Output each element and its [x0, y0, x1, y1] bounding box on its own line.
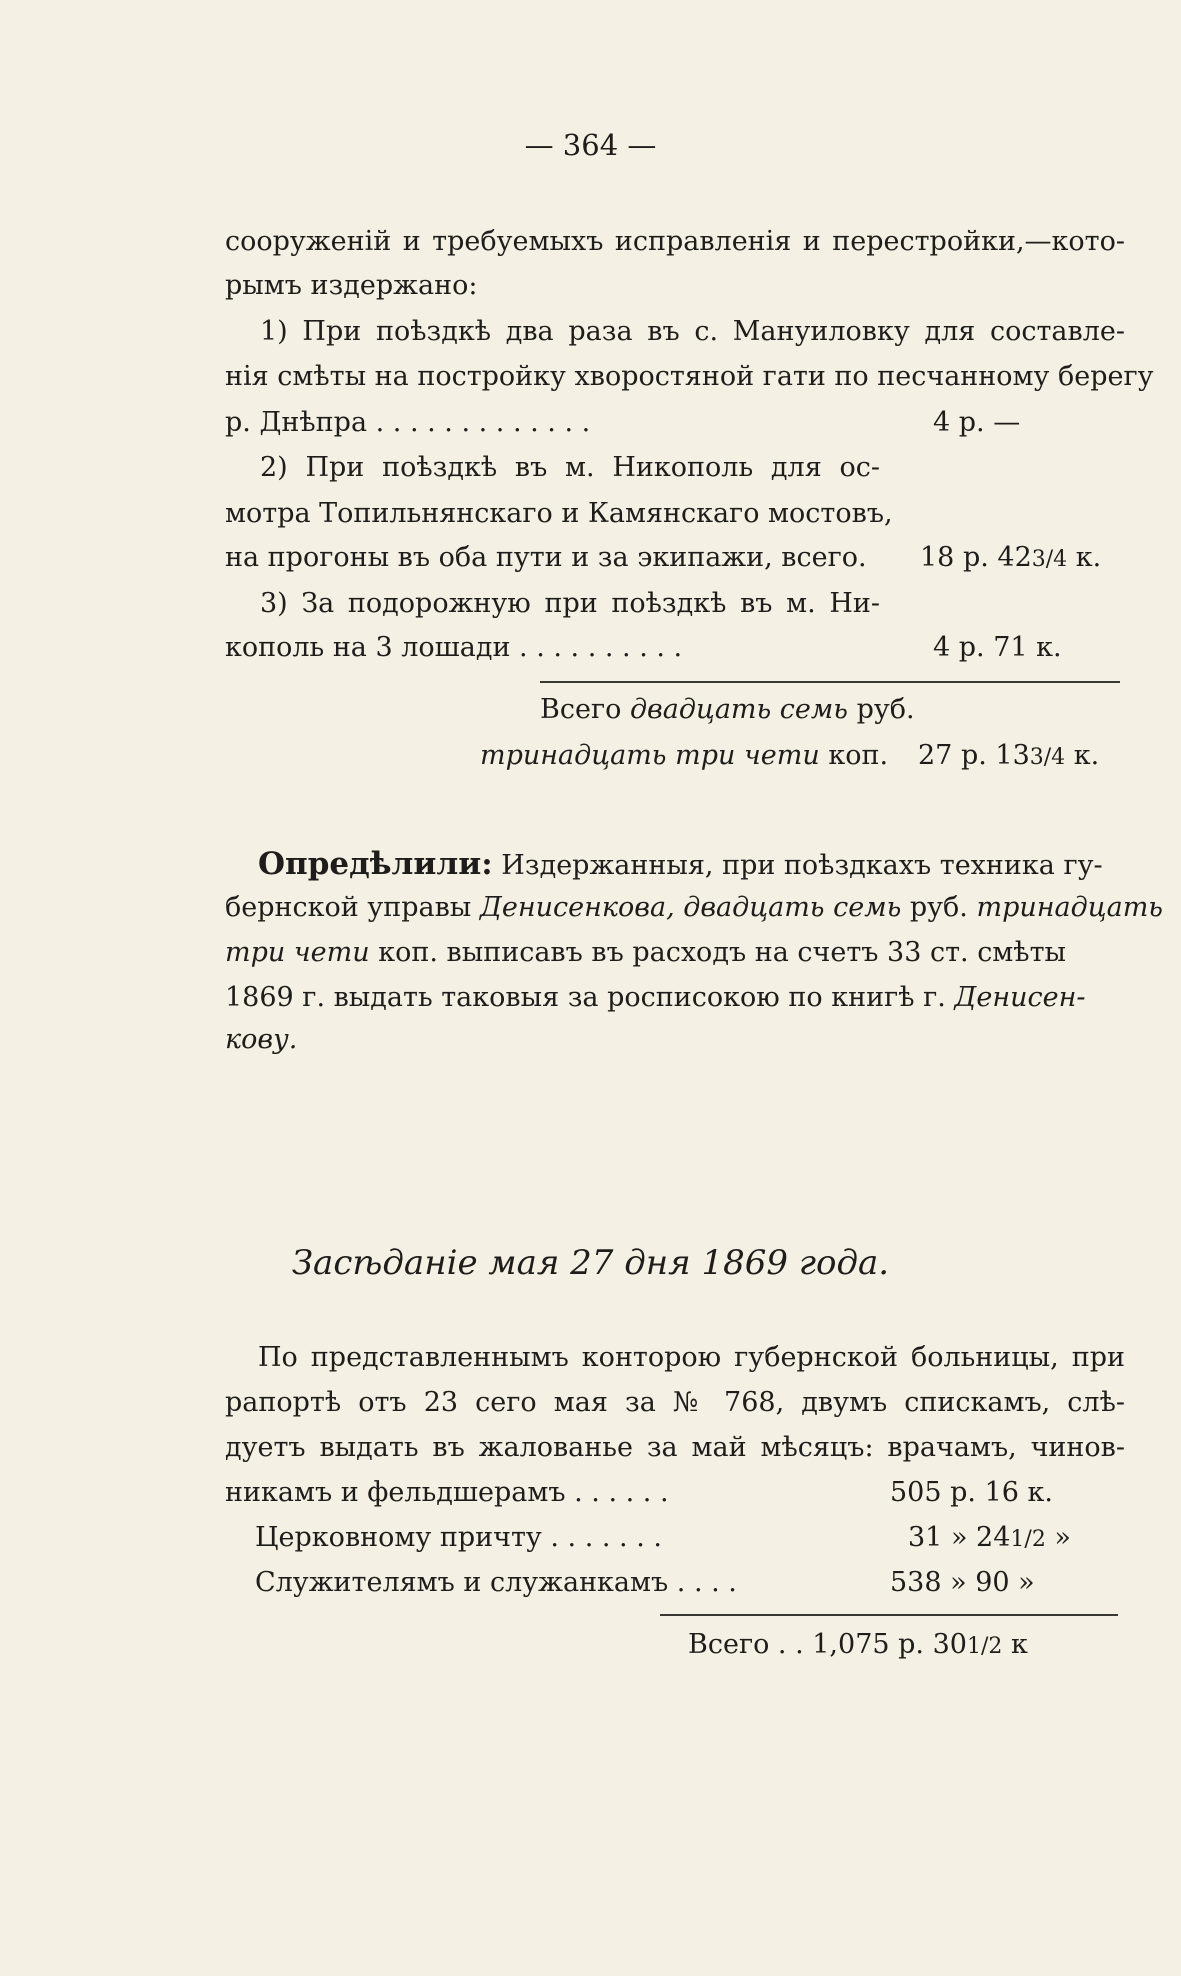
- item2-amount-main: 18 р. 42: [920, 542, 1032, 573]
- total-label: Всего: [540, 694, 622, 725]
- resolution-line-3-ital: три чети: [225, 937, 370, 968]
- total-rule-2: [660, 1614, 1118, 1616]
- resolution-line-3: [225, 933, 1125, 973]
- resolution-line-4: [225, 978, 1125, 1018]
- resolution-line-4-ital: Денисен-: [954, 982, 1086, 1013]
- resolution-line-5: кову.: [225, 1024, 298, 1055]
- salary-row-amount: [908, 1518, 1071, 1560]
- section2-total: [688, 1625, 1028, 1667]
- section2-line-2: рапортѣ отъ 23 сего мая за № 768, двумъ спискамъ, слѣ-: [225, 1387, 1125, 1418]
- salary-row-amount-main: 31 » 24: [908, 1522, 1011, 1553]
- item1-line-3: р. Днѣпра . . . . . . . . . . . . .: [225, 407, 591, 438]
- total-amount: [918, 736, 1099, 778]
- intro-line-1: сооруженій и требуемыхъ исправленія и перестройки,—кото-: [225, 226, 1125, 257]
- section2-total-unit: к: [1010, 1629, 1028, 1660]
- item1-line-1: 1) При поѣздкѣ два раза въ с. Мануиловку для составле-: [260, 316, 1125, 347]
- item2-amount-unit: к.: [1075, 542, 1102, 573]
- resolution-line-2-ital: тринадцать: [976, 892, 1163, 923]
- total-words-kopecks: тринадцать три чети: [480, 740, 820, 771]
- total-unit-kopecks: коп.: [828, 740, 889, 771]
- section-title: Засѣданіе мая 27 дня 1869 года.: [291, 1243, 890, 1283]
- item2-amount: [920, 538, 1101, 580]
- resolution-line-4-text: 1869 г. выдать таковыя за росписокою по книгѣ г.: [225, 982, 946, 1013]
- salary-row-amount-unit: »: [1054, 1522, 1071, 1553]
- salary-row: Церковному причту . . . . . . .: [255, 1522, 662, 1553]
- item2-amount-fraction: 3/4: [1031, 547, 1068, 572]
- item3-amount: 4 р. 71 к.: [933, 632, 1062, 663]
- resolution-line-1-text: Издержанныя, при поѣздкахъ техника гу-: [501, 850, 1103, 881]
- item2-line-2: мотра Топильнянскаго и Камянскаго мостовъ,: [225, 498, 893, 529]
- intro-line-2: рымъ издержано:: [225, 270, 478, 301]
- item1-amount: 4 р. —: [933, 407, 1021, 438]
- resolution-name-amount: Денисенкова, двадцать семь: [479, 892, 902, 923]
- page-number: — 364 —: [524, 128, 657, 162]
- total-amount-main: 27 р. 13: [918, 740, 1030, 771]
- resolution-label: Опредѣлили:: [258, 846, 493, 882]
- item3-line-2: кополь на 3 лошади . . . . . . . . . .: [225, 632, 683, 663]
- salary-row-amount: 505 р. 16 к.: [890, 1477, 1053, 1508]
- total-unit-rubles: руб.: [856, 694, 915, 725]
- salary-row: никамъ и фельдшерамъ . . . . . .: [225, 1477, 669, 1508]
- total-words-rubles: двадцать семь: [629, 694, 848, 725]
- item3-line-1: 3) За подорожную при поѣздкѣ въ м. Ни-: [260, 588, 880, 619]
- resolution-line-1: [258, 844, 1125, 886]
- total-rule-1: [540, 681, 1120, 683]
- item2-line-1: 2) При поѣздкѣ въ м. Никополь для ос-: [260, 452, 880, 483]
- section2-line-3: дуетъ выдать въ жалованье за май мѣсяцъ: врачамъ, чинов-: [225, 1432, 1125, 1463]
- section2-total-label: Всего . . 1,075 р. 30: [688, 1629, 967, 1660]
- salary-row-amount: 538 » 90 »: [890, 1567, 1035, 1598]
- resolution-line-2: [225, 888, 1163, 928]
- resolution-line-2-b: руб.: [909, 892, 968, 923]
- total-line-1: [540, 690, 1120, 730]
- section2-line-1: По представленнымъ конторою губернской больницы, при: [258, 1342, 1125, 1373]
- item1-line-2: нія смѣты на постройку хворостяной гати по песчанному берегу: [225, 361, 1154, 392]
- resolution-line-2-a: бернской управы: [225, 892, 472, 923]
- salary-row-amount-fraction: 1/2: [1010, 1527, 1046, 1552]
- resolution-line-3-text: коп. выписавъ въ расходъ на счетъ 33 ст. смѣты: [378, 937, 1067, 968]
- item2-line-3: на прогоны въ оба пути и за экипажи, всего.: [225, 542, 867, 573]
- salary-row: Служителямъ и служанкамъ . . . .: [255, 1567, 737, 1598]
- total-amount-fraction: 3/4: [1029, 745, 1066, 770]
- section2-total-fraction: 1/2: [966, 1634, 1003, 1659]
- total-amount-unit: к.: [1073, 740, 1100, 771]
